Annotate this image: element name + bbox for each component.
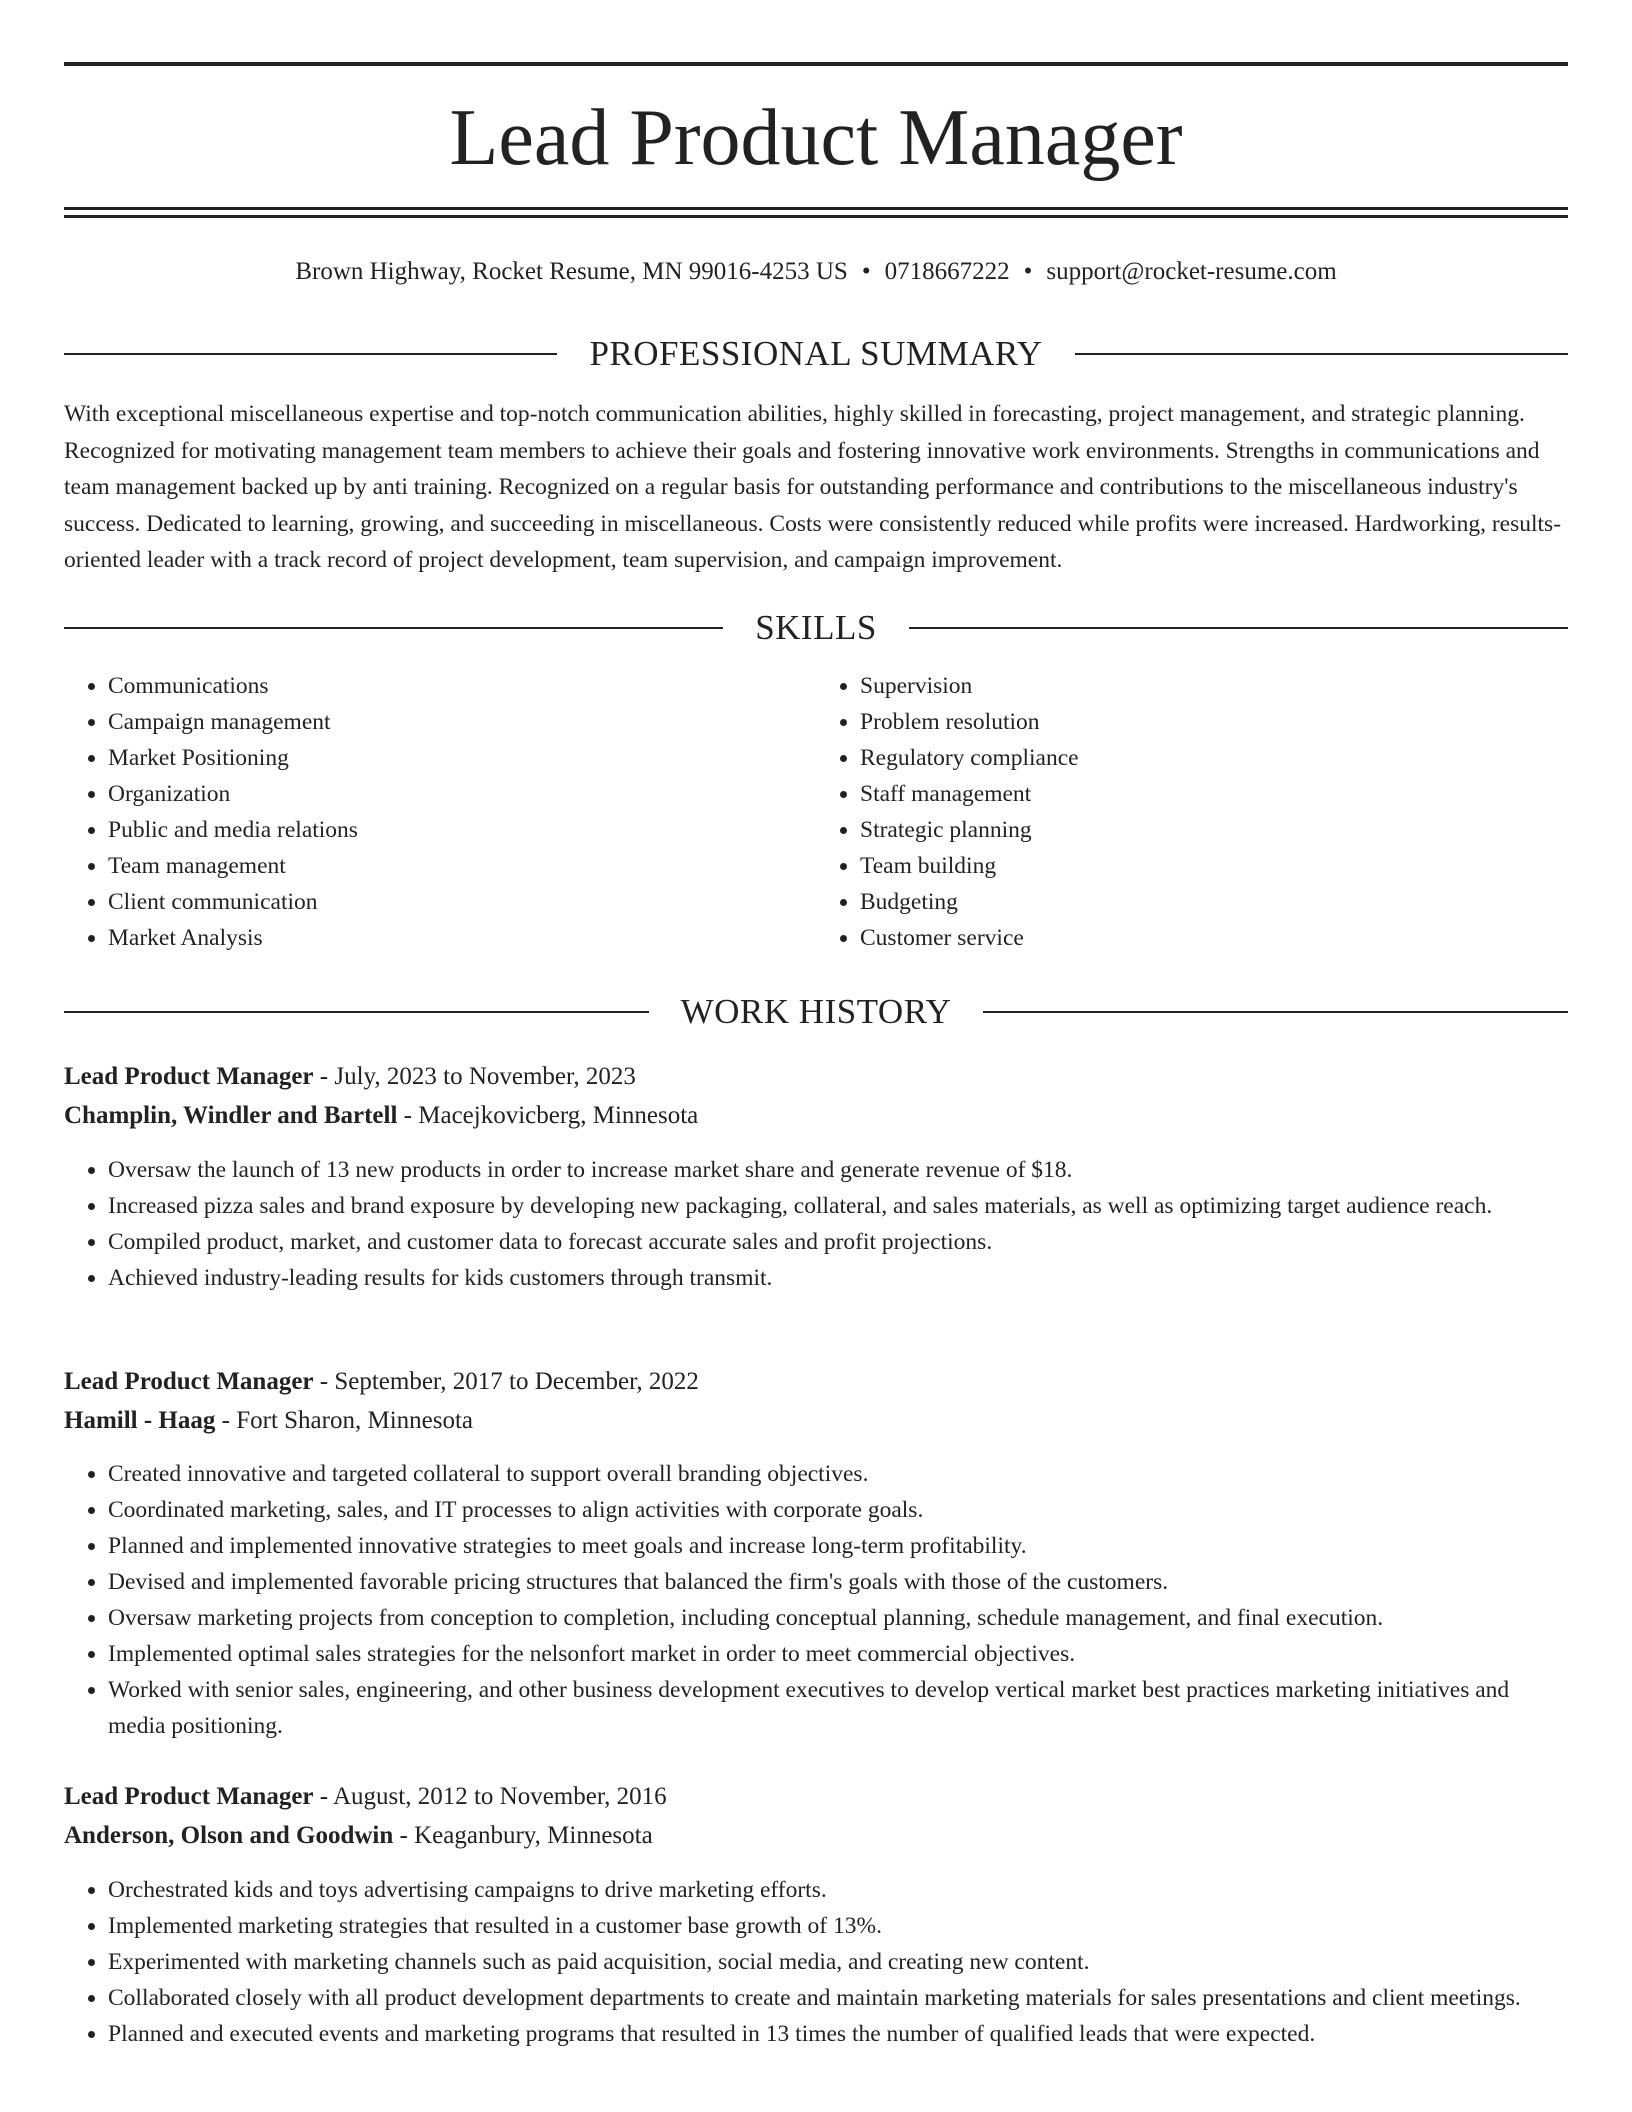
job-title: Lead Product Manager <box>64 1368 314 1395</box>
contact-separator: • <box>861 258 871 285</box>
job-bullet: • Oversaw the launch of 13 new products in order to increase market share and generate revenue of $18. <box>108 1152 1568 1188</box>
work-heading <box>64 990 1568 1034</box>
job-location: - Macejkovicberg, Minnesota <box>397 1102 699 1129</box>
job-title: Lead Product Manager <box>64 1063 314 1090</box>
job-bullet: • Collaborated closely with all product development departments to create and maintain marketing materials for sales presentations and client meetings. <box>108 1980 1568 2016</box>
contact-separator: • <box>1023 258 1033 285</box>
heading-rule <box>64 1011 649 1013</box>
skill-item: • Budgeting <box>860 884 1568 920</box>
job-bullet: • Created innovative and targeted collateral to support overall branding objectives. <box>108 1456 1568 1492</box>
skill-item: • Market Analysis <box>108 920 816 956</box>
heading-rule <box>983 1011 1568 1013</box>
job-entry <box>64 1777 1568 1855</box>
contact-line <box>64 255 1568 289</box>
job-bullet: • Orchestrated kids and toys advertising campaigns to drive marketing efforts. <box>108 1872 1568 1908</box>
job-bullet: • Planned and implemented innovative strategies to meet goals and increase long-term profitability. <box>108 1528 1568 1564</box>
skill-item: • Team management <box>108 848 816 884</box>
job-bullet: • Oversaw marketing projects from conception to completion, including conceptual planning, schedule management, and final execution. <box>108 1600 1568 1636</box>
candidate-name: Lead Product Manager <box>449 94 1183 182</box>
contact-phone: 0718667222 <box>884 258 1010 285</box>
contact-address: Brown Highway, Rocket Resume, MN 99016-4253 US <box>295 258 848 285</box>
skill-item: • Customer service <box>860 920 1568 956</box>
summary-heading <box>64 332 1568 376</box>
job-entry <box>64 1362 1568 1440</box>
job-title-line <box>64 1777 1568 1816</box>
summary-text: With exceptional miscellaneous expertise and top-notch communication abilities, highly skilled in forecasting, project management, and strategic planning. Recognized for motivating management team members to achieve their goals and fostering innovative work environments. Strengths in communications and team management backed up by anti training. Recognized on a regular basis for outstanding performance and contributions to the miscellaneous industry's success. Dedicated to learning, growing, and succeeding in miscellaneous. Costs were consistently reduced while profits were increased. Hardworking, results-oriented leader with a track record of project development, team supervision, and campaign improvement. <box>64 401 1562 573</box>
skill-item: • Team building <box>860 848 1568 884</box>
job-title-line <box>64 1362 1568 1401</box>
skill-item: • Organization <box>108 776 816 812</box>
job-bullet: • Worked with senior sales, engineering, and other business development executives to develop vertical market best practices marketing initiatives and media positioning. <box>108 1672 1568 1744</box>
contact-email: support@rocket-resume.com <box>1046 258 1337 285</box>
job-dates: - August, 2012 to November, 2016 <box>313 1783 667 1810</box>
job-bullet: • Implemented optimal sales strategies for the nelsonfort market in order to meet commercial objectives. <box>108 1636 1568 1672</box>
summary-body <box>64 396 1568 579</box>
section-title: WORK HISTORY <box>680 992 952 1031</box>
job-bullet: • Implemented marketing strategies that resulted in a customer base growth of 13%. <box>108 1908 1568 1944</box>
section-title: SKILLS <box>755 608 877 647</box>
double-rule <box>64 207 1568 218</box>
work-section <box>64 990 1568 1034</box>
skills-section <box>64 606 1568 650</box>
job-bullet: • Experimented with marketing channels such as paid acquisition, social media, and creating new content. <box>108 1944 1568 1980</box>
heading-rule <box>909 627 1568 629</box>
skill-item: • Client communication <box>108 884 816 920</box>
job-company: Anderson, Olson and Goodwin <box>64 1822 394 1849</box>
skill-item: • Strategic planning <box>860 812 1568 848</box>
skills-list-left <box>64 668 816 956</box>
job-bullet-list <box>64 1872 1568 2052</box>
job-bullets <box>64 1152 1568 1296</box>
job-bullet-list <box>64 1456 1568 1744</box>
job-bullet-list <box>64 1152 1568 1296</box>
top-rule <box>64 62 1568 66</box>
skill-item: • Supervision <box>860 668 1568 704</box>
skill-item: • Staff management <box>860 776 1568 812</box>
skills-body <box>64 668 1568 956</box>
heading-rule <box>64 627 723 629</box>
heading-rule <box>1075 353 1568 355</box>
job-bullet: • Coordinated marketing, sales, and IT processes to align activities with corporate goals. <box>108 1492 1568 1528</box>
job-title: Lead Product Manager <box>64 1783 314 1810</box>
skill-item: • Communications <box>108 668 816 704</box>
job-entry <box>64 1057 1568 1135</box>
skill-item: • Public and media relations <box>108 812 816 848</box>
job-bullet: • Devised and implemented favorable pricing structures that balanced the firm's goals with those of the customers. <box>108 1564 1568 1600</box>
skills-columns <box>64 668 1568 956</box>
job-bullet: • Achieved industry-leading results for kids customers through transmit. <box>108 1260 1568 1296</box>
job-company-line <box>64 1096 1568 1135</box>
job-dates: - July, 2023 to November, 2023 <box>313 1063 636 1090</box>
skill-item: • Regulatory compliance <box>860 740 1568 776</box>
job-company-line <box>64 1401 1568 1440</box>
job-bullet: • Compiled product, market, and customer data to forecast accurate sales and profit projections. <box>108 1224 1568 1260</box>
job-bullets <box>64 1872 1568 2052</box>
job-location: - Fort Sharon, Minnesota <box>215 1407 474 1434</box>
skill-item: • Campaign management <box>108 704 816 740</box>
summary-section <box>64 332 1568 376</box>
job-dates: - September, 2017 to December, 2022 <box>313 1368 699 1395</box>
job-bullet: • Planned and executed events and marketing programs that resulted in 13 times the number of qualified leads that were expected. <box>108 2016 1568 2052</box>
job-bullets <box>64 1456 1568 1744</box>
heading-rule <box>64 353 557 355</box>
job-title-line <box>64 1057 1568 1096</box>
job-bullet: • Increased pizza sales and brand exposure by developing new packaging, collateral, and sales materials, as well as optimizing target audience reach. <box>108 1188 1568 1224</box>
skill-item: • Market Positioning <box>108 740 816 776</box>
job-company: Hamill - Haag <box>64 1407 216 1434</box>
section-title: PROFESSIONAL SUMMARY <box>589 334 1043 373</box>
job-location: - Keaganbury, Minnesota <box>393 1822 653 1849</box>
skills-list-right <box>816 668 1568 956</box>
skill-item: • Problem resolution <box>860 704 1568 740</box>
skills-heading <box>64 606 1568 650</box>
job-company-line <box>64 1816 1568 1855</box>
job-company: Champlin, Windler and Bartell <box>64 1102 398 1129</box>
